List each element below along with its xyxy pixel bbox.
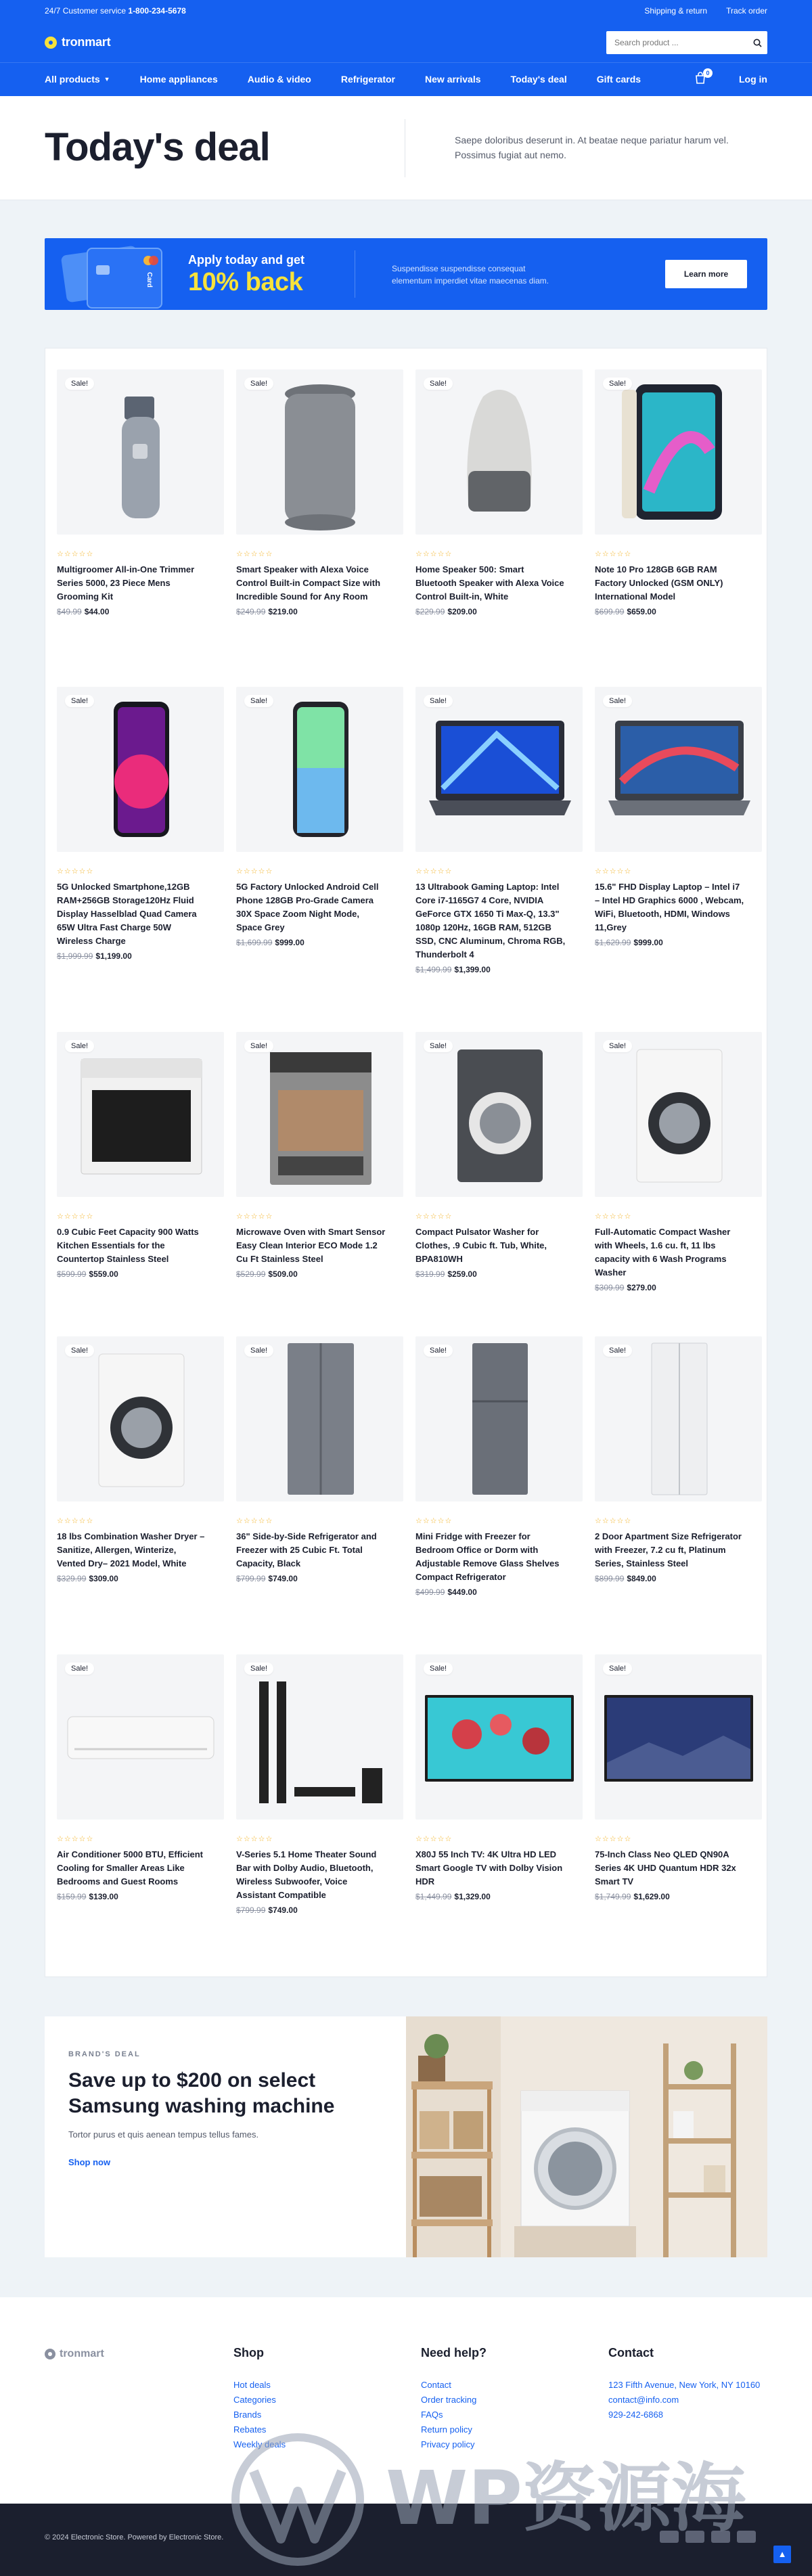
- product-grid: [45, 348, 767, 1977]
- old-price: $1,999.99: [57, 951, 93, 961]
- product-name[interactable]: Air Conditioner 5000 BTU, Efficient Cooling for Smaller Areas Like Bedrooms and Guest Rooms: [57, 1849, 203, 1886]
- product-image[interactable]: [415, 369, 583, 535]
- footer-contact: [608, 2346, 771, 2422]
- product-name[interactable]: 2 Door Apartment Size Refrigerator with Freezer, 7.2 cu ft, Platinum Series, Stainless Steel: [595, 1531, 742, 1568]
- nav-label: Refrigerator: [340, 74, 396, 85]
- deal-label: BRAND'S DEAL: [68, 2050, 141, 2058]
- nav-home-appliances[interactable]: [140, 74, 218, 85]
- copyright: © 2024 Electronic Store. Powered by Electronic Store.: [45, 2533, 224, 2541]
- old-price: $1,499.99: [415, 965, 452, 974]
- watermark-text: WP资源海: [386, 2455, 746, 2541]
- logo-icon: [45, 37, 57, 49]
- sale-badge: Sale!: [65, 1345, 94, 1357]
- footer-link[interactable]: Privacy policy: [421, 2439, 475, 2449]
- product-image[interactable]: [415, 687, 583, 852]
- nav-refrigerator[interactable]: [341, 74, 395, 85]
- product-price: [595, 1574, 762, 1583]
- footer-link[interactable]: Hot deals: [233, 2380, 271, 2390]
- footer-heading: Contact: [608, 2346, 654, 2359]
- cart-count-badge: 0: [703, 68, 713, 78]
- product-image[interactable]: [595, 1336, 762, 1501]
- product-card[interactable]: [595, 1654, 762, 1901]
- nav-label: Home appliances: [139, 74, 218, 85]
- footer-shop: [233, 2346, 286, 2452]
- sale-price: $659.00: [627, 607, 656, 616]
- product-photo: [57, 1654, 224, 1820]
- sale-price: $1,329.00: [454, 1892, 491, 1901]
- header: [0, 22, 812, 62]
- nav-new-arrivals[interactable]: [425, 74, 481, 85]
- product-photo: [595, 1654, 762, 1820]
- page-title: Today's deal: [45, 125, 270, 169]
- card-logo-circle: [149, 256, 158, 265]
- footer-phone[interactable]: 929-242-6868: [608, 2410, 663, 2420]
- product-name[interactable]: 75-Inch Class Neo QLED QN90A Series 4K UHD Quantum HDR 32x Smart TV: [595, 1849, 736, 1886]
- product-name[interactable]: 5G Unlocked Smartphone,12GB RAM+256GB Storage120Hz Fluid Display Hasselblad Quad Camera 65W Ultra Fast Charge 50W Wireless Charge: [57, 882, 197, 946]
- footer-link[interactable]: Contact: [421, 2380, 451, 2390]
- nav-gift-cards[interactable]: [597, 74, 641, 85]
- product-price: [236, 938, 403, 947]
- product-photo: [236, 369, 403, 535]
- footer-link[interactable]: FAQs: [421, 2410, 443, 2420]
- product-card[interactable]: [236, 1654, 403, 1915]
- sale-badge: Sale!: [65, 1040, 94, 1052]
- page-intro: Saepe doloribus deserunt in. At beatae neque pariatur harum vel. Possimus fugiat aut nemo.: [455, 135, 729, 160]
- nav-label: New arrivals: [425, 74, 481, 85]
- payment-card-icon: [685, 2531, 704, 2543]
- nav-label: Today's deal: [510, 74, 567, 85]
- sale-price: $449.00: [447, 1587, 477, 1597]
- customer-service-label: 24/7 Customer service: [45, 6, 127, 16]
- sale-badge: Sale!: [603, 1345, 632, 1357]
- login-link[interactable]: Log in: [739, 74, 767, 85]
- logo-text: tronmart: [62, 35, 111, 49]
- sale-price: $139.00: [89, 1892, 118, 1901]
- product-name[interactable]: Smart Speaker with Alexa Voice Control Built-in Compact Size with Incredible Sound for Any Room: [236, 564, 381, 602]
- rating-stars-icon: ☆☆☆☆☆: [595, 1213, 632, 1221]
- product-price: [236, 607, 403, 616]
- payment-icons: [660, 2531, 756, 2543]
- cart-button[interactable]: [694, 71, 708, 86]
- rating-stars-icon: ☆☆☆☆☆: [415, 1517, 453, 1525]
- product-image[interactable]: [57, 1654, 224, 1820]
- product-price: [57, 951, 224, 961]
- product-photo: [415, 369, 583, 535]
- top-bar: [0, 0, 812, 22]
- rating-stars-icon: ☆☆☆☆☆: [236, 1835, 273, 1843]
- logo[interactable]: [45, 35, 110, 49]
- old-price: $799.99: [236, 1574, 266, 1583]
- sale-price: $309.00: [89, 1574, 118, 1583]
- product-image[interactable]: [595, 687, 762, 852]
- customer-service: [45, 6, 186, 16]
- product-photo: [595, 1032, 762, 1197]
- product-name[interactable]: 13 Ultrabook Gaming Laptop: Intel Core i7-1165G7 4 Core, NVIDIA GeForce GTX 1650 Ti Max-Q, 13.3" 1080p 120Hz, 16GB RAM, 512GB SSD, CNC Aluminum, Chroma RGB, Thunderbolt 4: [415, 882, 566, 959]
- footer-link[interactable]: Categories: [233, 2395, 276, 2405]
- rating-stars-icon: ☆☆☆☆☆: [57, 1835, 94, 1843]
- shop-now-link[interactable]: Shop now: [68, 2157, 111, 2167]
- sale-badge: Sale!: [244, 1040, 273, 1052]
- sale-badge: Sale!: [65, 695, 94, 707]
- product-name[interactable]: X80J 55 Inch TV: 4K Ultra HD LED Smart Google TV with Dolby Vision HDR: [415, 1849, 563, 1886]
- product-photo: [415, 687, 583, 852]
- logo-icon: [45, 2349, 55, 2359]
- nav-audio-video[interactable]: [248, 74, 311, 85]
- footer-link[interactable]: Brands: [233, 2410, 262, 2420]
- product-image[interactable]: [236, 1032, 403, 1197]
- old-price: $1,749.99: [595, 1892, 631, 1901]
- sale-badge: Sale!: [424, 378, 453, 390]
- nav-all-products[interactable]: [45, 74, 110, 85]
- old-price: $499.99: [415, 1587, 445, 1597]
- product-photo: [57, 1032, 224, 1197]
- sale-price: $749.00: [268, 1574, 298, 1583]
- sale-price: $849.00: [627, 1574, 656, 1583]
- product-card[interactable]: [236, 369, 403, 616]
- product-image[interactable]: [415, 1654, 583, 1820]
- sale-badge: Sale!: [244, 695, 273, 707]
- chevron-down-icon: ▼: [104, 76, 110, 83]
- product-price: [595, 1283, 762, 1292]
- product-price: [415, 1892, 583, 1901]
- product-card[interactable]: [57, 1336, 224, 1583]
- product-price: [415, 607, 583, 616]
- product-name[interactable]: 0.9 Cubic Feet Capacity 900 Watts Kitchen Essentials for the Countertop Stainless Steel: [57, 1227, 199, 1264]
- sale-price: $44.00: [84, 607, 110, 616]
- product-price: [415, 965, 583, 974]
- product-photo: [236, 687, 403, 852]
- footer-help: [421, 2346, 487, 2452]
- product-price: [236, 1269, 403, 1279]
- product-name[interactable]: Microwave Oven with Smart Sensor Easy Clean Interior ECO Mode 1.2 Cu Ft Stainless Steel: [236, 1227, 386, 1264]
- product-price: [595, 938, 762, 947]
- card-label: Card: [145, 272, 154, 288]
- product-price: [57, 1892, 224, 1901]
- nav-todays-deal[interactable]: [511, 74, 567, 85]
- rating-stars-icon: ☆☆☆☆☆: [57, 1213, 94, 1221]
- sale-badge: Sale!: [603, 1663, 632, 1675]
- sale-price: $559.00: [89, 1269, 118, 1279]
- search-icon[interactable]: [747, 39, 767, 47]
- footer-link[interactable]: Return policy: [421, 2424, 472, 2435]
- product-name[interactable]: 18 lbs Combination Washer Dryer – Sanitize, Allergen, Winterize, Vented Dry– 2021 Model, White: [57, 1531, 205, 1568]
- old-price: $529.99: [236, 1269, 266, 1279]
- old-price: $49.99: [57, 607, 82, 616]
- promo-banner: [45, 238, 767, 310]
- product-card[interactable]: [595, 687, 762, 947]
- product-name[interactable]: V-Series 5.1 Home Theater Sound Bar with Dolby Audio, Bluetooth, Wireless Subwoofer, Voice Assistant Compatible: [236, 1849, 377, 1900]
- product-photo: [57, 687, 224, 852]
- product-price: [57, 607, 224, 616]
- old-price: $319.99: [415, 1269, 445, 1279]
- old-price: $309.99: [595, 1283, 625, 1292]
- rating-stars-icon: ☆☆☆☆☆: [236, 1517, 273, 1525]
- product-card[interactable]: [595, 369, 762, 616]
- product-card[interactable]: [57, 1032, 224, 1279]
- credit-card-icon: [87, 248, 162, 309]
- product-photo: [236, 1032, 403, 1197]
- product-photo: [236, 1654, 403, 1820]
- sale-badge: Sale!: [424, 1040, 453, 1052]
- old-price: $599.99: [57, 1269, 87, 1279]
- product-name[interactable]: 36" Side-by-Side Refrigerator and Freezer with 25 Cubic Ft. Total Capacity, Black: [236, 1531, 377, 1568]
- product-name[interactable]: Full-Automatic Compact Washer with Wheels, 1.6 cu. ft, 11 lbs capacity with 6 Wash Programs Washer: [595, 1227, 731, 1278]
- old-price: $799.99: [236, 1905, 266, 1915]
- promo-line1: Apply today and get: [188, 253, 305, 267]
- sale-badge: Sale!: [244, 378, 273, 390]
- product-card[interactable]: [57, 369, 224, 616]
- product-price: [595, 1892, 762, 1901]
- deal-title: Save up to $200 on select Samsung washing machine: [68, 2069, 335, 2117]
- footer-email[interactable]: contact@info.com: [608, 2395, 679, 2405]
- promo-headline: 10% back: [188, 268, 303, 296]
- rating-stars-icon: ☆☆☆☆☆: [57, 550, 94, 558]
- nav-label: All products: [45, 74, 100, 85]
- product-card[interactable]: [236, 1336, 403, 1583]
- sale-price: $1,399.00: [454, 965, 491, 974]
- footer-link[interactable]: Rebates: [233, 2424, 267, 2435]
- product-photo: [415, 1654, 583, 1820]
- product-photo: [595, 687, 762, 852]
- product-card[interactable]: [415, 1654, 583, 1901]
- product-photo: [595, 369, 762, 535]
- sale-price: $999.00: [633, 938, 663, 947]
- top-links: [644, 6, 767, 16]
- search-box: [606, 31, 767, 54]
- product-image[interactable]: [415, 1336, 583, 1501]
- track-order-link[interactable]: Track order: [726, 6, 767, 16]
- page-header: [0, 96, 812, 200]
- footer-link[interactable]: Order tracking: [421, 2395, 477, 2405]
- footer-link[interactable]: Weekly deals: [233, 2439, 286, 2449]
- product-card[interactable]: [57, 1654, 224, 1901]
- card-chip: [96, 265, 110, 275]
- product-photo: [57, 369, 224, 535]
- product-photo: [57, 1336, 224, 1501]
- sale-price: $1,199.00: [95, 951, 132, 961]
- payment-card-icon: [737, 2531, 756, 2543]
- product-name[interactable]: Home Speaker 500: Smart Bluetooth Speaker with Alexa Voice Control Built-in, White: [415, 564, 564, 602]
- product-image[interactable]: [57, 369, 224, 535]
- rating-stars-icon: ☆☆☆☆☆: [415, 1835, 453, 1843]
- product-card[interactable]: [415, 687, 583, 974]
- sale-badge: Sale!: [65, 378, 94, 390]
- product-image[interactable]: [57, 687, 224, 852]
- footer-heading: Need help?: [421, 2346, 487, 2359]
- main-nav: [0, 62, 812, 96]
- payment-card-icon: [660, 2531, 679, 2543]
- rating-stars-icon: ☆☆☆☆☆: [236, 1213, 273, 1221]
- product-price: [236, 1574, 403, 1583]
- product-name[interactable]: Compact Pulsator Washer for Clothes, .9 Cubic ft. Tub, White, BPA810WH: [415, 1227, 547, 1264]
- product-name[interactable]: 5G Factory Unlocked Android Cell Phone 128GB Pro-Grade Camera 30X Space Zoom Night Mode, Space Grey: [236, 882, 379, 932]
- product-image[interactable]: [236, 1336, 403, 1501]
- sale-badge: Sale!: [603, 1040, 632, 1052]
- product-price: [57, 1269, 224, 1279]
- rating-stars-icon: ☆☆☆☆☆: [415, 867, 453, 876]
- product-image[interactable]: [595, 1654, 762, 1820]
- learn-more-button[interactable]: Learn more: [665, 260, 747, 288]
- rating-stars-icon: ☆☆☆☆☆: [415, 550, 453, 558]
- product-price: [57, 1574, 224, 1583]
- rating-stars-icon: ☆☆☆☆☆: [236, 550, 273, 558]
- product-card[interactable]: [415, 369, 583, 616]
- product-image[interactable]: [57, 1032, 224, 1197]
- rating-stars-icon: ☆☆☆☆☆: [57, 1517, 94, 1525]
- footer-logo-text: tronmart: [60, 2348, 104, 2359]
- sale-price: $279.00: [627, 1283, 656, 1292]
- footer-address[interactable]: 123 Fifth Avenue, New York, NY 10160: [608, 2380, 761, 2390]
- footer-bottom: [0, 2504, 812, 2576]
- product-image[interactable]: [595, 369, 762, 535]
- search-input[interactable]: [606, 38, 747, 47]
- laundry-room-image: [406, 2016, 767, 2257]
- brand-deal: [45, 2016, 767, 2257]
- product-price: [595, 607, 762, 616]
- rating-stars-icon: ☆☆☆☆☆: [595, 1517, 632, 1525]
- old-price: $899.99: [595, 1574, 625, 1583]
- product-name[interactable]: Multigroomer All-in-One Trimmer Series 5000, 23 Piece Mens Grooming Kit: [57, 564, 195, 602]
- old-price: $1,629.99: [595, 938, 631, 947]
- old-price: $1,699.99: [236, 938, 273, 947]
- product-photo: [415, 1032, 583, 1197]
- sale-badge: Sale!: [424, 695, 453, 707]
- product-image[interactable]: [236, 369, 403, 535]
- product-image[interactable]: [236, 687, 403, 852]
- shipping-return-link[interactable]: Shipping & return: [644, 6, 708, 16]
- sale-price: $999.00: [275, 938, 304, 947]
- product-name[interactable]: 15.6" FHD Display Laptop – Intel i7 – Intel HD Graphics 6000 , Webcam, WiFi, Bluetooth, HDMI, Windows 11,Grey: [595, 882, 744, 932]
- product-card[interactable]: [415, 1336, 583, 1597]
- sale-badge: Sale!: [424, 1663, 453, 1675]
- product-card[interactable]: [236, 687, 403, 947]
- product-name[interactable]: Mini Fridge with Freezer for Bedroom Office or Dorm with Adjustable Remove Glass Shelves Compact Refrigerator: [415, 1531, 560, 1582]
- product-price: [236, 1905, 403, 1915]
- rating-stars-icon: ☆☆☆☆☆: [595, 867, 632, 876]
- old-price: $159.99: [57, 1892, 87, 1901]
- back-to-top-button[interactable]: ▲: [773, 2546, 791, 2563]
- product-name[interactable]: Note 10 Pro 128GB 6GB RAM Factory Unlocked (GSM ONLY) International Model: [595, 564, 723, 602]
- product-photo: [595, 1336, 762, 1501]
- sale-price: $509.00: [268, 1269, 298, 1279]
- product-photo: [236, 1336, 403, 1501]
- nav-label: Audio & video: [247, 74, 311, 85]
- sale-price: $1,629.00: [633, 1892, 670, 1901]
- promo-text: Suspendisse suspendisse consequat elementum imperdiet vitae maecenas diam.: [392, 264, 549, 286]
- product-photo: [415, 1336, 583, 1501]
- footer: [0, 2297, 812, 2504]
- footer-logo[interactable]: [45, 2348, 104, 2360]
- product-card[interactable]: [595, 1336, 762, 1583]
- sale-price: $209.00: [447, 607, 477, 616]
- rating-stars-icon: ☆☆☆☆☆: [415, 1213, 453, 1221]
- sale-price: $749.00: [268, 1905, 298, 1915]
- payment-card-icon: [711, 2531, 730, 2543]
- sale-badge: Sale!: [244, 1345, 273, 1357]
- phone-number[interactable]: 1-800-234-5678: [128, 6, 186, 16]
- sale-price: $259.00: [447, 1269, 477, 1279]
- deal-text: Tortor purus et quis aenean tempus tellus fames.: [68, 2129, 259, 2140]
- product-price: [415, 1269, 583, 1279]
- sale-badge: Sale!: [603, 695, 632, 707]
- old-price: $1,449.99: [415, 1892, 452, 1901]
- rating-stars-icon: ☆☆☆☆☆: [595, 550, 632, 558]
- sale-badge: Sale!: [65, 1663, 94, 1675]
- sale-price: $219.00: [268, 607, 298, 616]
- product-image[interactable]: [57, 1336, 224, 1501]
- sale-badge: Sale!: [244, 1663, 273, 1675]
- product-card[interactable]: [595, 1032, 762, 1292]
- product-image[interactable]: [236, 1654, 403, 1820]
- footer-heading: Shop: [233, 2346, 264, 2359]
- sale-badge: Sale!: [603, 378, 632, 390]
- product-image[interactable]: [595, 1032, 762, 1197]
- old-price: $249.99: [236, 607, 266, 616]
- rating-stars-icon: ☆☆☆☆☆: [595, 1835, 632, 1843]
- product-price: [415, 1587, 583, 1597]
- product-card[interactable]: [57, 687, 224, 961]
- old-price: $699.99: [595, 607, 625, 616]
- rating-stars-icon: ☆☆☆☆☆: [236, 867, 273, 876]
- sale-badge: Sale!: [424, 1345, 453, 1357]
- product-card[interactable]: [415, 1032, 583, 1279]
- product-card[interactable]: [236, 1032, 403, 1279]
- old-price: $329.99: [57, 1574, 87, 1583]
- product-image[interactable]: [415, 1032, 583, 1197]
- old-price: $229.99: [415, 607, 445, 616]
- rating-stars-icon: ☆☆☆☆☆: [57, 867, 94, 876]
- nav-label: Gift cards: [596, 74, 641, 85]
